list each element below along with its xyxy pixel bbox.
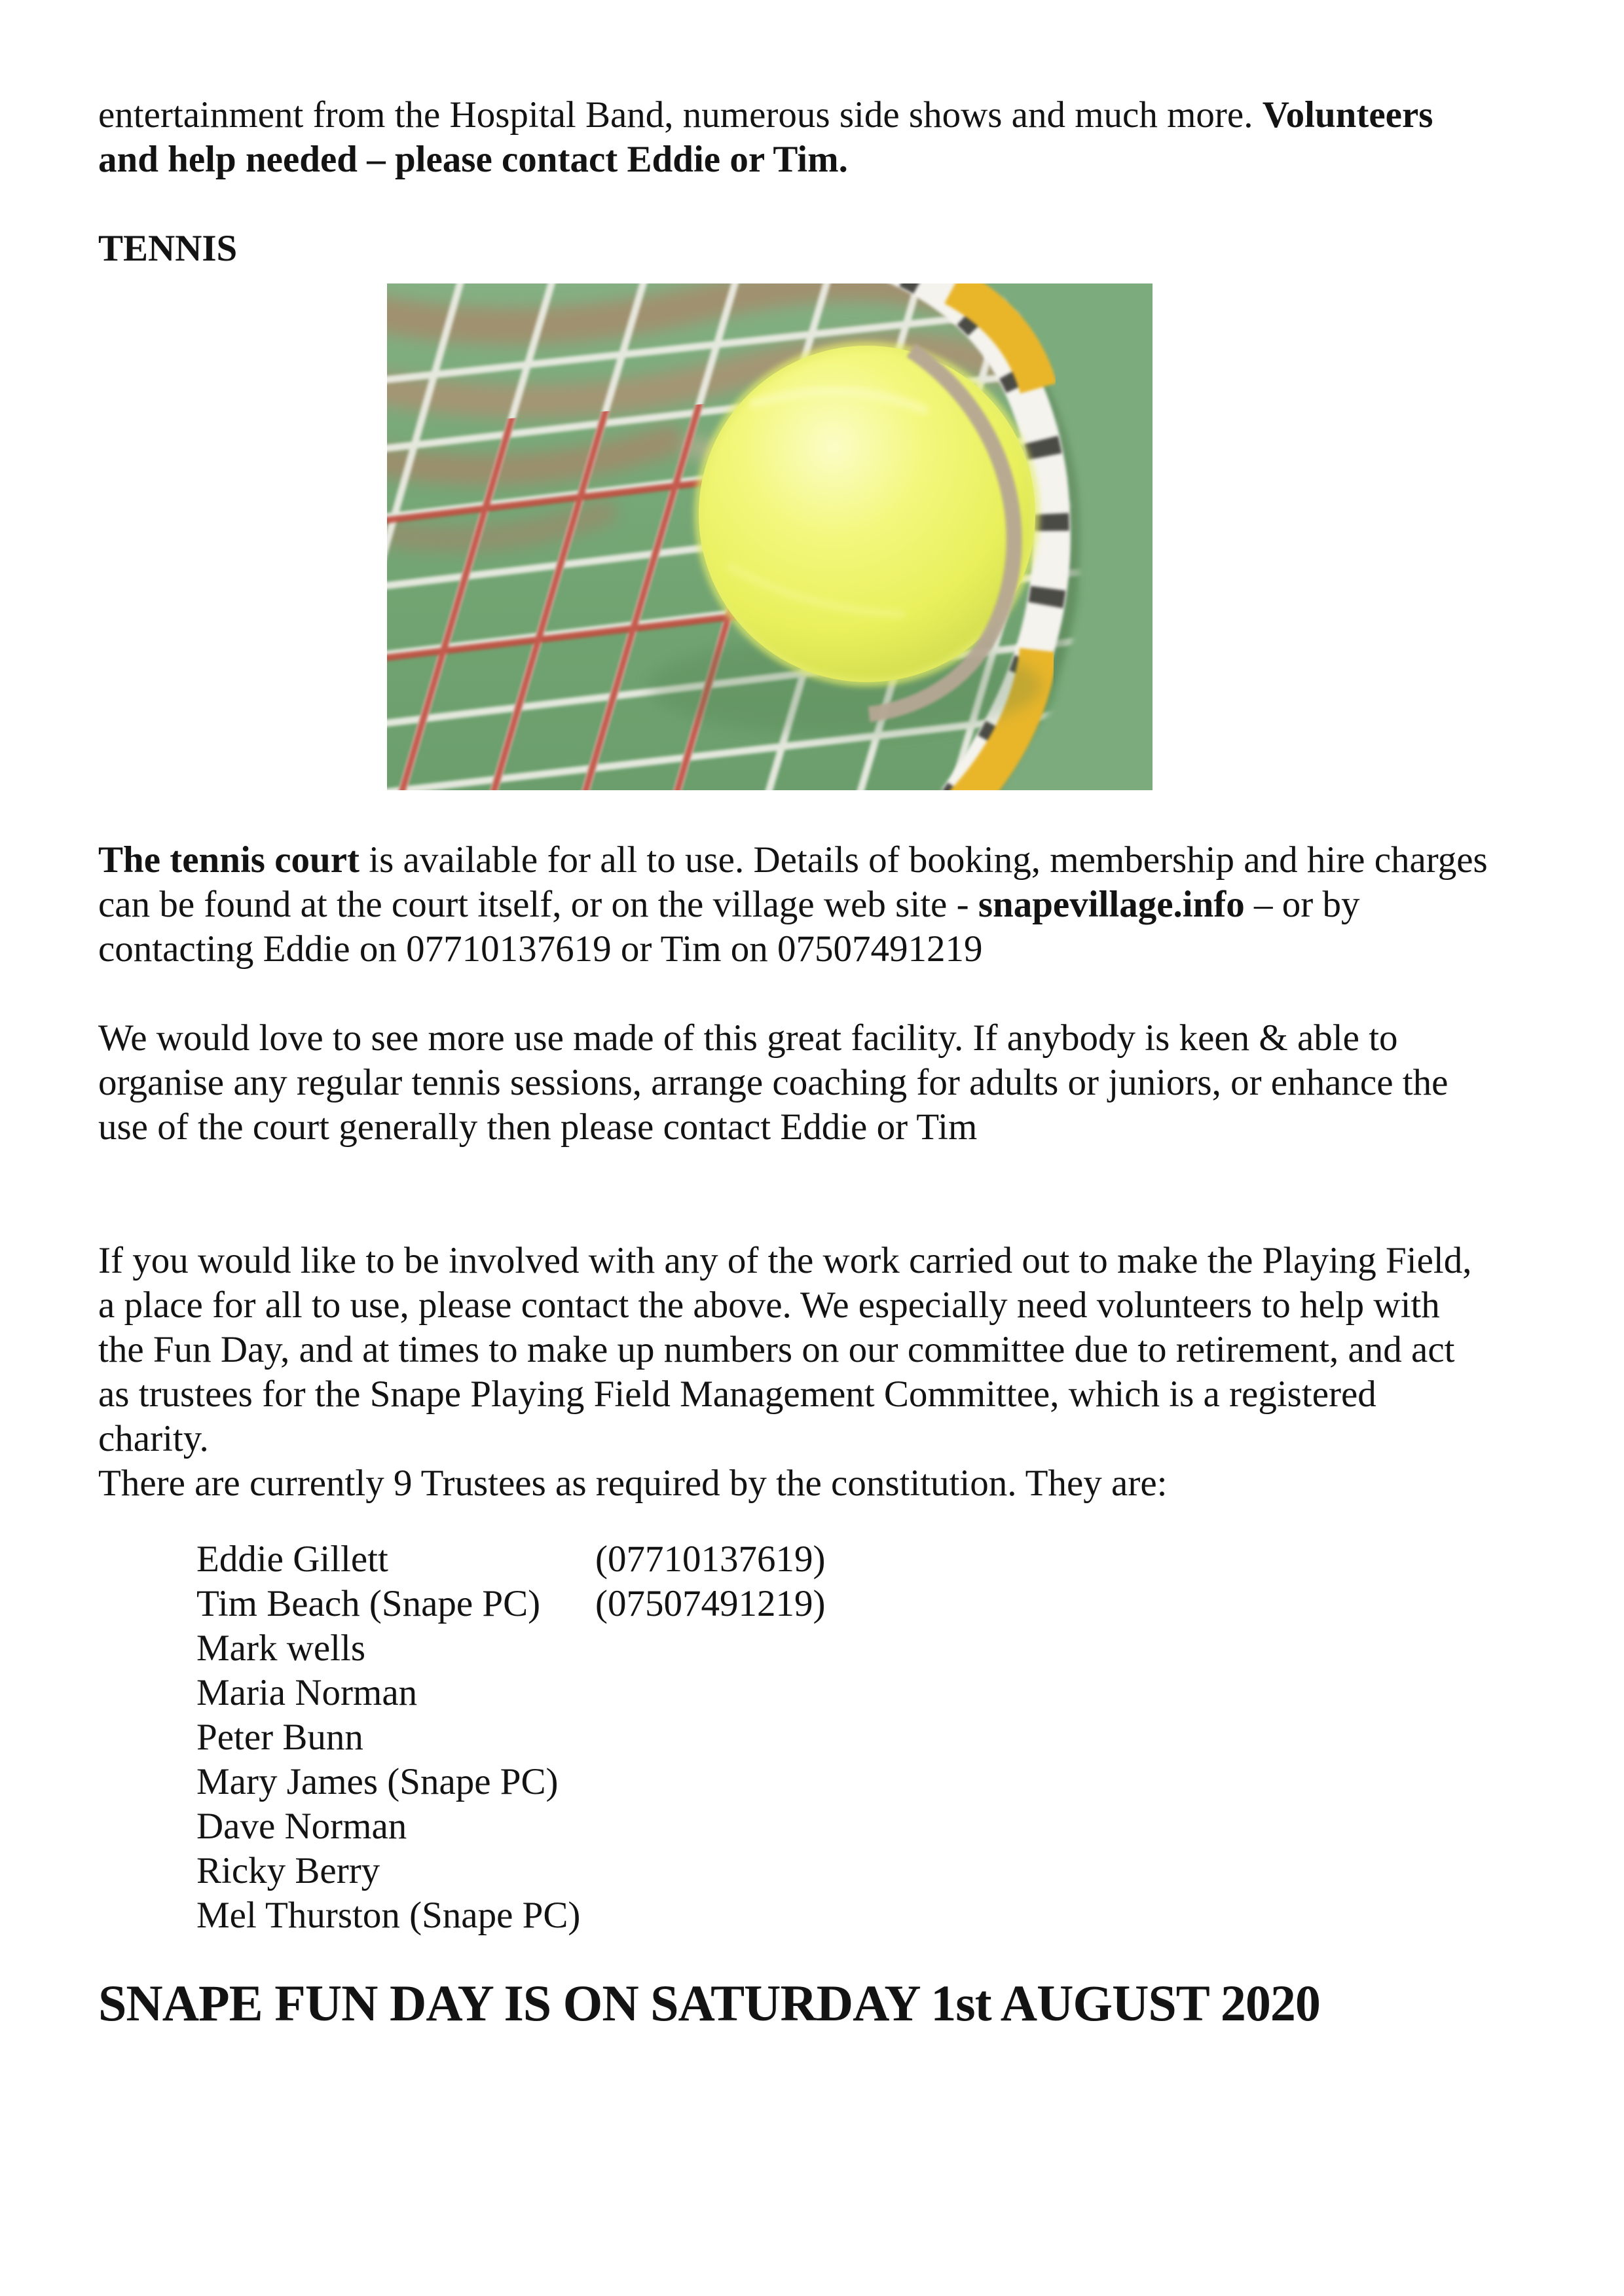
trustee-row: [196, 1582, 1559, 1626]
fun-day-headline: SNAPE FUN DAY IS ON SATURDAY 1st AUGUST 2020: [98, 1975, 1320, 2032]
court-line-3: contacting Eddie on 07710137619 or Tim on 07507491219: [98, 928, 983, 970]
website-name: snapevillage.info: [978, 884, 1245, 925]
trustee-row: [196, 1671, 1559, 1715]
trustee-row: [196, 1893, 1559, 1938]
trustee-name: Ricky Berry: [196, 1850, 380, 1891]
intro-line-1-bold: Volunteers: [1262, 94, 1433, 136]
volunteers-line-4: as trustees for the Snape Playing Field Management Committee, which is a registered: [98, 1374, 1376, 1415]
volunteers-line-3: the Fun Day, and at times to make up numbers on our committee due to retirement, and act: [98, 1329, 1455, 1370]
tennis-photo-illustration: [387, 283, 1153, 790]
intro-line-1: [98, 93, 1559, 137]
trustee-row: [196, 1804, 1559, 1849]
trustee-phone: (07710137619): [595, 1539, 826, 1580]
trustee-list: [196, 1537, 1559, 1938]
intro-line-1-text: entertainment from the Hospital Band, numerous side shows and much more.: [98, 94, 1263, 136]
tennis-photo: [387, 283, 1153, 790]
court-line-1-bold: The tennis court: [98, 839, 360, 881]
trustee-row: [196, 1849, 1559, 1893]
intro-paragraph: [98, 93, 1559, 182]
usage-line-1: We would love to see more use made of this great facility. If anybody is keen & able to: [98, 1017, 1398, 1059]
trustee-name: Dave Norman: [196, 1806, 407, 1847]
usage-appeal-paragraph: [98, 1016, 1559, 1150]
intro-line-2: and help needed – please contact Eddie or Tim.: [98, 139, 848, 180]
trustee-name: Mary James (Snape PC): [196, 1761, 559, 1802]
tennis-heading: TENNIS: [98, 228, 238, 269]
spacer: [98, 1150, 1559, 1239]
trustee-row: [196, 1760, 1559, 1804]
volunteers-line-1: If you would like to be involved with any of the work carried out to make the Playing Field,: [98, 1240, 1472, 1281]
spacer: [98, 1506, 1559, 1537]
volunteers-line-2: a place for all to use, please contact the above. We especially need volunteers to help with: [98, 1285, 1440, 1326]
trustee-phone: (07507491219): [595, 1583, 826, 1624]
trustee-name: Eddie Gillett: [196, 1539, 388, 1580]
trustee-row: [196, 1715, 1559, 1760]
court-line-2-pre: can be found at the court itself, or on the village web site -: [98, 884, 978, 925]
trustee-count-line: There are currently 9 Trustees as required by the constitution. They are:: [98, 1463, 1168, 1504]
court-line-2: [98, 883, 1559, 927]
court-line-1: [98, 838, 1559, 883]
usage-line-2: organise any regular tennis sessions, arrange coaching for adults or juniors, or enhance the: [98, 1062, 1449, 1103]
trustee-name: Mark wells: [196, 1628, 366, 1669]
volunteers-paragraph: [98, 1239, 1559, 1506]
court-line-1-text: is available for all to use. Details of booking, membership and hire charges: [360, 839, 1488, 881]
spacer: [98, 972, 1559, 1016]
volunteers-line-5: charity.: [98, 1418, 209, 1459]
court-line-2-post: – or by: [1244, 884, 1360, 925]
trustee-name: Maria Norman: [196, 1672, 418, 1713]
trustee-name: Tim Beach (Snape PC): [196, 1583, 541, 1624]
usage-line-3: use of the court generally then please contact Eddie or Tim: [98, 1106, 978, 1148]
trustee-name: Mel Thurston (Snape PC): [196, 1895, 581, 1936]
court-availability-paragraph: [98, 838, 1559, 972]
spacer: [98, 182, 1559, 227]
trustee-name: Peter Bunn: [196, 1717, 363, 1758]
trustee-row: [196, 1626, 1559, 1671]
trustee-row: [196, 1537, 1559, 1582]
